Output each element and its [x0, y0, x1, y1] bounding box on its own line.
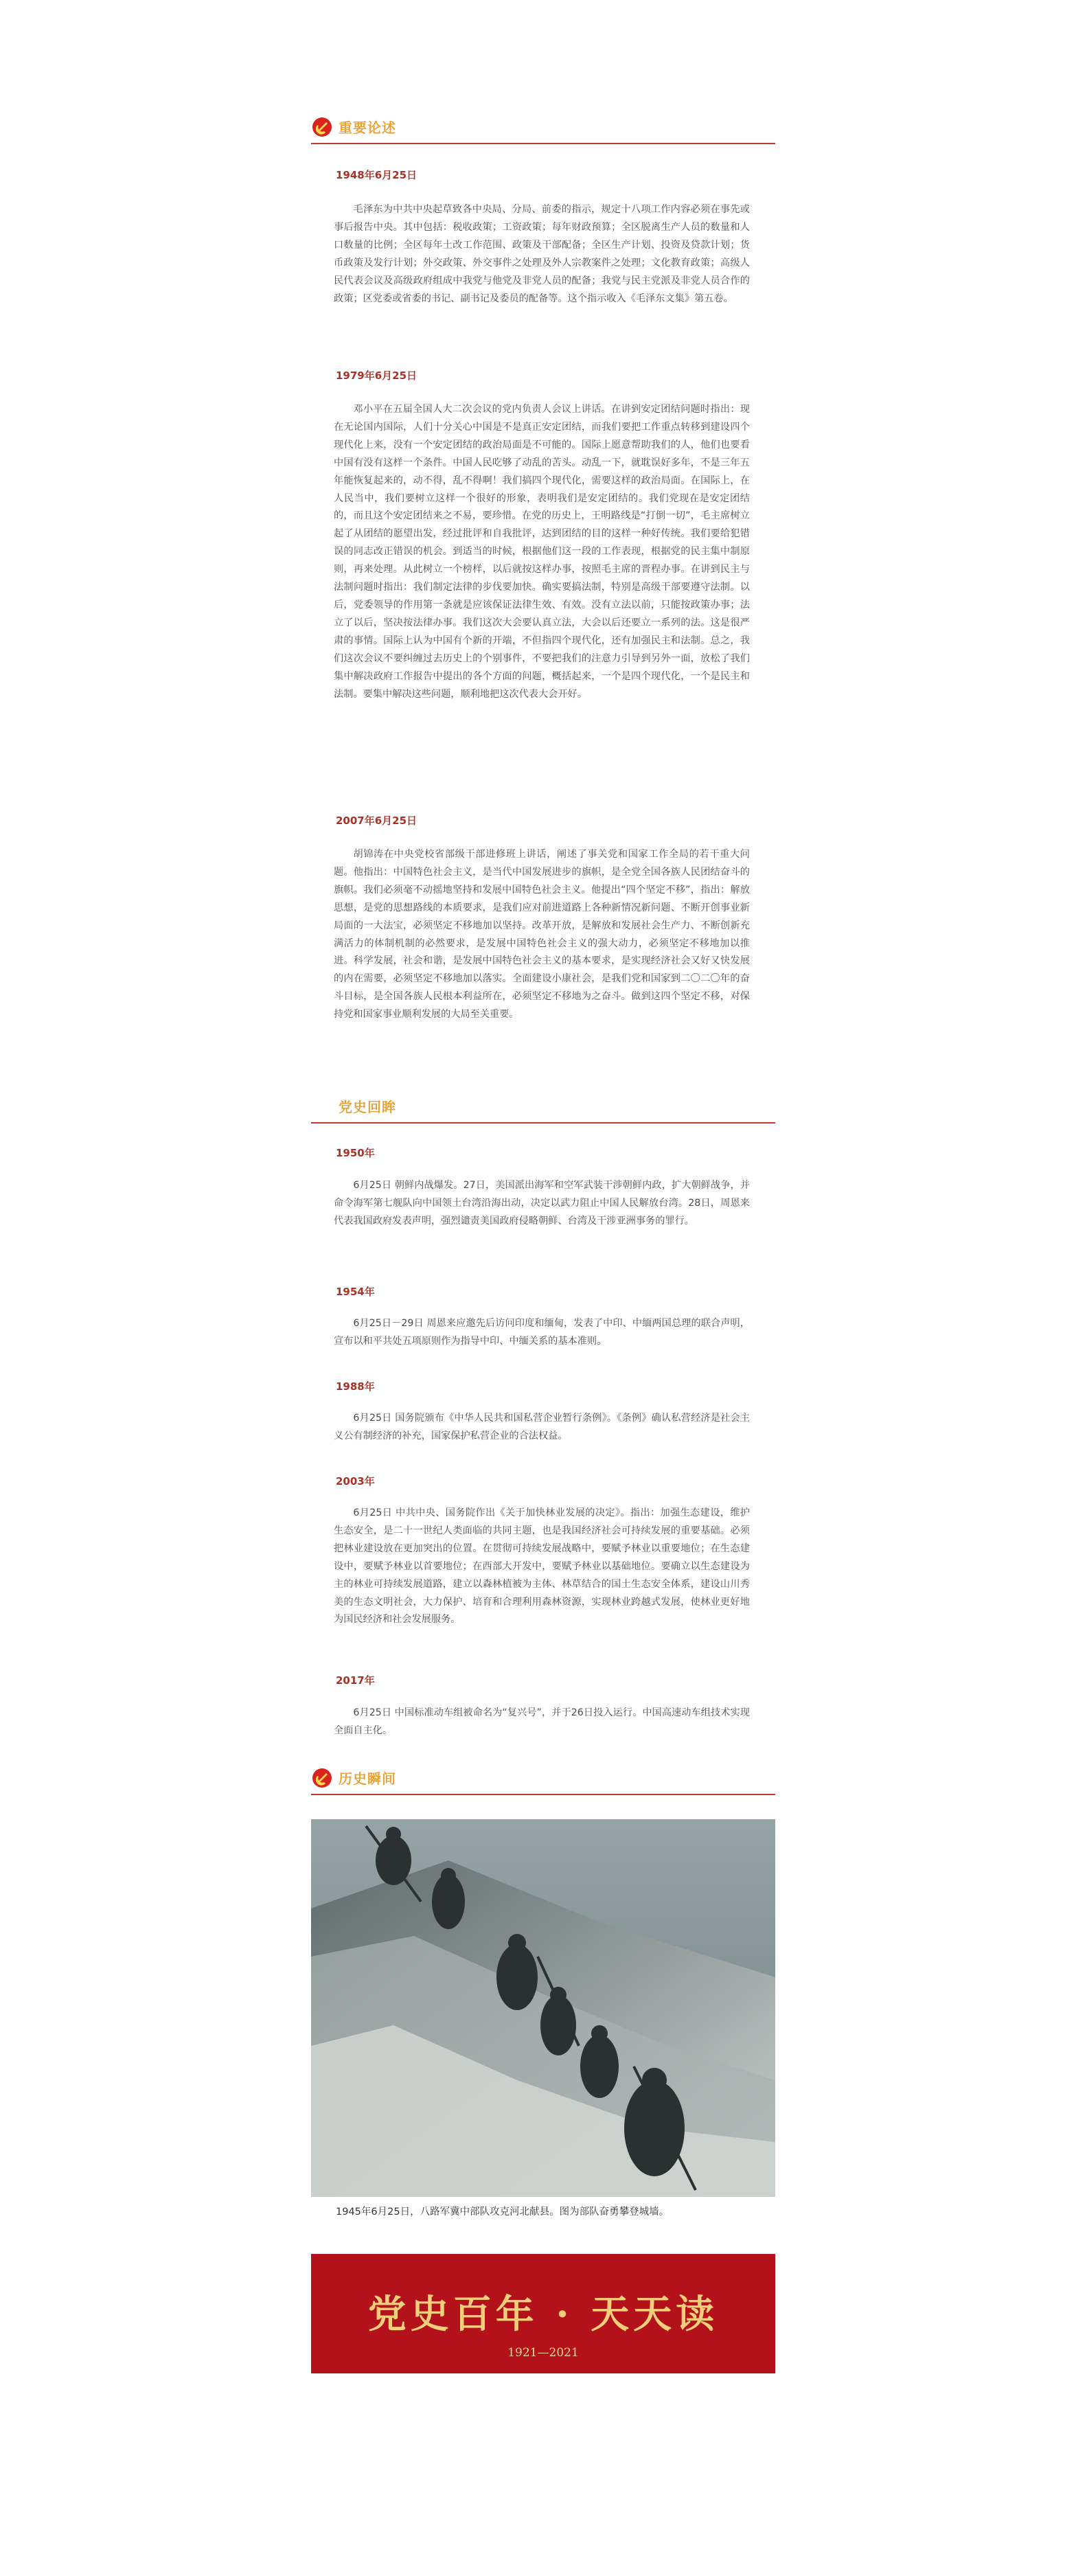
- party-emblem-icon: [312, 1768, 332, 1788]
- event-year-1954: 1954年: [336, 1286, 375, 1298]
- event-text-1954: 6月25日－29日 周恩来应邀先后访问印度和缅甸，发表了中印、中缅两国总理的联合声明，宣布以和平共处五项原则作为指导中印、中缅关系的基本准则。: [334, 1318, 750, 1347]
- event-year-1988: 1988年: [336, 1380, 375, 1393]
- event-text-1988: 6月25日 国务院颁布《中华人民共和国私营企业暂行条例》。《条例》确认私营经济是社会主义公有制经济的补充，国家保护私营企业的合法权益。: [334, 1413, 750, 1441]
- event-year-2017: 2017年: [336, 1674, 375, 1687]
- section-title-moment: 历史瞬间: [339, 1770, 396, 1787]
- soldiers-climbing-wall-image: [311, 1819, 775, 2197]
- promo-banner[interactable]: [311, 2254, 775, 2373]
- section-header-moment: [311, 1765, 775, 1795]
- event-text-2003: 6月25日 中共中央、国务院作出《关于加快林业发展的决定》。指出：加强生态建设，维护生态安全，是二十一世纪人类面临的共同主题，也是我国经济社会可持续发展的重要基础。必须把林业建设放在更加突出的位置。在贯彻可持续发展战略中，要赋予林业以重要地位；在生态建设中，要赋予林业以首要地位；在西部大开发中，要赋予林业以基础地位。要确立以生态建设为主的林业可持续发展道路，建立以森林植被为主体、林草结合的国土生态安全体系，建设山川秀美的生态文明社会，大力保护、培育和合理利用森林资源，实现林业跨越式发展，使林业更好地为国民经济和社会发展服务。: [334, 1507, 750, 1626]
- discourse-date-1948: 1948年6月25日: [336, 169, 417, 181]
- party-emblem-icon: [312, 117, 332, 137]
- photo-caption: 1945年6月25日，八路军冀中部队攻克河北献县。图为部队奋勇攀登城墙。: [336, 2207, 670, 2218]
- discourse-date-1979: 1979年6月25日: [336, 369, 417, 382]
- event-year-1950: 1950年: [336, 1147, 375, 1159]
- event-text-1950: 6月25日 朝鲜内战爆发。27日，美国派出海军和空军武装干涉朝鲜内政，扩大朝鲜战争，并命令海军第七舰队向中国领土台湾沿海出动，决定以武力阻止中国人民解放台湾。28日，周恩来代表我国政府发表声明，强烈谴责美国政府侵略朝鲜、台湾及干涉亚洲事务的罪行。: [334, 1180, 750, 1227]
- banner-years: 1921—2021: [507, 2346, 579, 2360]
- historical-photo: [311, 1819, 775, 2197]
- event-year-2003: 2003年: [336, 1475, 375, 1488]
- section-title-important: 重要论述: [339, 119, 396, 136]
- discourse-date-2007: 2007年6月25日: [336, 814, 417, 827]
- banner-title: 党史百年 · 天天读: [367, 2292, 719, 2337]
- section-title-history: 党史回眸: [339, 1099, 396, 1115]
- discourse-text-1979: 邓小平在五届全国人大二次会议的党内负责人会议上讲话。在讲到安定团结问题时指出：现在无论国内国际，人们十分关心中国是不是真正安定团结，而我们要把工作重点转移到建设四个现代化上来，没有一个安定团结的政治局面是不可能的。国际上愿意帮助我们的人，他们也要看中国有没有这样一个条件。中国人民吃够了动乱的苦头。动乱一下，就耽误好多年，不是三年五年能恢复起来的，动不得，乱不得啊！我们搞四个现代化，需要这样的政治局面。在国际上，在人民当中，我们要树立这样一个很好的形象，表明我们是安定团结的。我们党现在是安定团结的，而且这个安定团结来之不易，要珍惜。在党的历史上，王明路线是“打倒一切”，毛主席树立起了从团结的愿望出发，经过批评和自我批评，达到团结的目的这样一种好传统。我们要给犯错误的同志改正错误的机会。到适当的时候，根据他们这一段的工作表现，根据党的民主集中制原则，再来处理。从此树立一个榜样，以后就按这样办事，按照毛主席的晋程办事。在讲到民主与法制问题时指出：我们制定法律的步伐要加快。确实要搞法制，特别是高级干部要遵守法制。以后，党委领导的作用第一条就是应该保证法律生效、有效。没有立法以前，只能按政策办事；法立了以后，坚决按法律办事。我们这次大会要认真立法，大会以后还要立一系列的法。这是很严肃的事情。国际上认为中国有个新的开端，不但指四个现代化，还有加强民主和法制。总之，我们这次会议不要纠缠过去历史上的个别事件，不要把我们的注意力引导到另外一面，放松了我们集中解决政府工作报告中提出的各个方面的问题，概括起来，一个是四个现代化，一个是民主和法制。要集中解决这些问题，顺利地把这次代表大会开好。: [334, 404, 750, 700]
- event-text-2017: 6月25日 中国标准动车组被命名为“复兴号”，并于26日投入运行。中国高速动车组技术实现全面自主化。: [334, 1707, 750, 1736]
- discourse-text-1948: 毛泽东为中共中央起草致各中央局、分局、前委的指示，规定十八项工作内容必须在事先或事后报告中央。其中包括：税收政策；工资政策；每年财政预算；全区脱离生产人员的数量和人口数量的比例；全区每年土改工作范围、政策及干部配备；全区生产计划、投资及贷款计划；货币政策及发行计划；外交政策、外交事件之处理及外人宗教案件之处理；文化教育政策；高级人民代表会议及高级政府组成中我党与他党及非党人员的配备；我党与民主党派及非党人员合作的政策；区党委或省委的书记、副书记及委员的配备等。这个指示收入《毛泽东文集》第五卷。: [334, 204, 750, 304]
- section-header-history: [311, 1093, 775, 1124]
- discourse-text-2007: 胡锦涛在中央党校省部级干部进修班上讲话，阐述了事关党和国家工作全局的若干重大问题。他指出：中国特色社会主义，是当代中国发展进步的旗帜，是全党全国各族人民团结奋斗的旗帜。我们必须毫不动摇地坚持和发展中国特色社会主义。他提出“四个坚定不移”，指出：解放思想，是党的思想路线的本质要求，是我们应对前进道路上各种新情况新问题、不断开创事业新局面的一大法宝，必须坚定不移地加以坚持。改革开放，是解放和发展社会生产力、不断创新充满活力的体制机制的必然要求，是发展中国特色社会主义的强大动力，必须坚定不移地加以推进。科学发展，社会和谐，是发展中国特色社会主义的基本要求，是实现经济社会又好又快发展的内在需要，必须坚定不移地加以落实。全面建设小康社会，是我们党和国家到二〇二〇年的奋斗目标，是全国各族人民根本利益所在，必须坚定不移地为之奋斗。做到这四个坚定不移，对保持党和国家事业顺利发展的大局至关重要。: [334, 849, 750, 1021]
- section-header-important: [311, 114, 775, 144]
